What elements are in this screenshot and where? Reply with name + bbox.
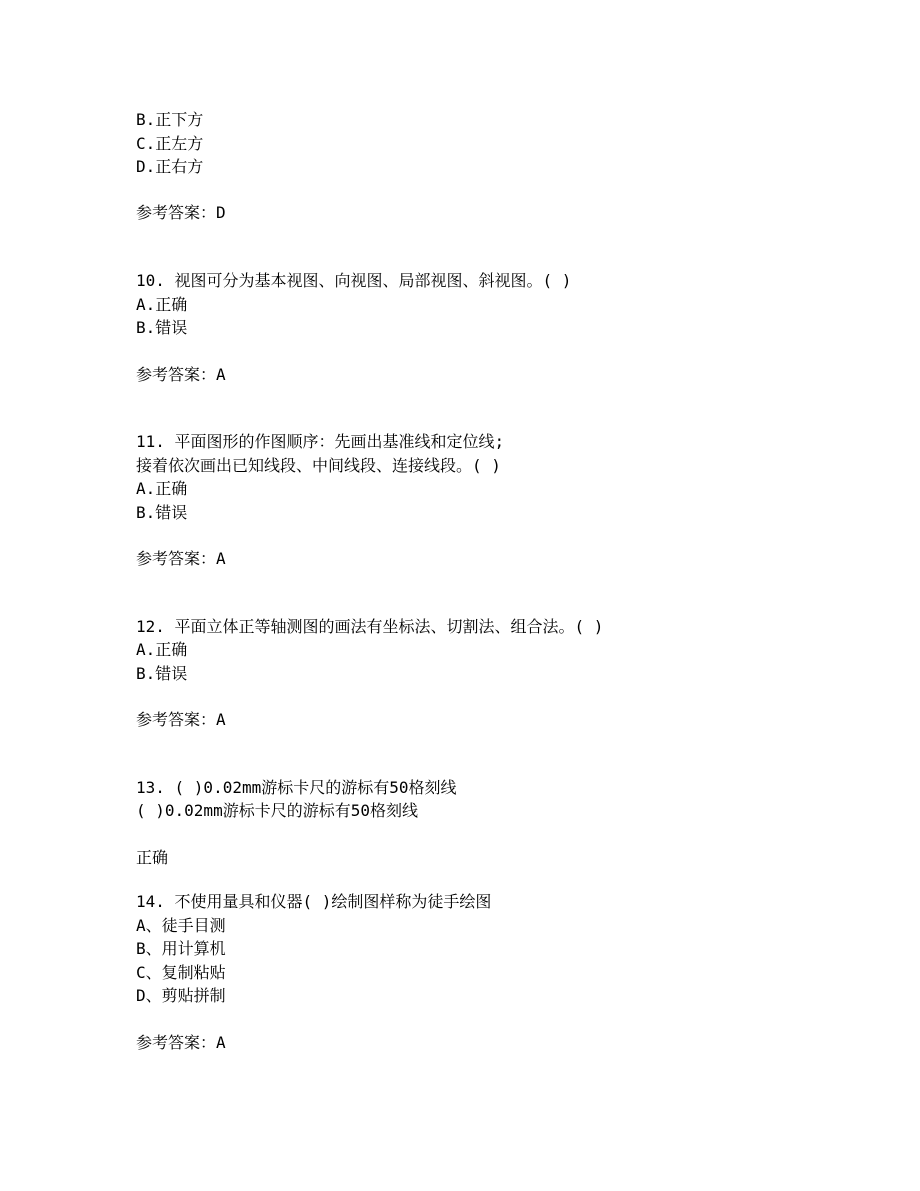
q9-option-c: C.正左方 <box>136 134 204 153</box>
q10-option-b: B.错误 <box>136 318 188 337</box>
q11-option-a: A.正确 <box>136 479 188 498</box>
q12-option-a: A.正确 <box>136 640 188 659</box>
q14-answer: 参考答案：A <box>136 1033 226 1052</box>
q14-option-c: C、复制粘贴 <box>136 963 226 982</box>
q10-answer: 参考答案：A <box>136 365 226 384</box>
q11-question-line1: 11. 平面图形的作图顺序：先画出基准线和定位线; <box>136 432 505 451</box>
q11-option-b: B.错误 <box>136 503 188 522</box>
q12-answer: 参考答案：A <box>136 710 226 729</box>
q10-option-a: A.正确 <box>136 295 188 314</box>
q9-option-b: B.正下方 <box>136 110 204 129</box>
q9-option-d: D.正右方 <box>136 157 204 176</box>
q14-option-d: D、剪贴拼制 <box>136 986 226 1005</box>
q13-question-line2: ( )0.02mm游标卡尺的游标有50格刻线 <box>136 801 418 820</box>
q14-question: 14. 不使用量具和仪器( )绘制图样称为徒手绘图 <box>136 892 492 911</box>
q10-question: 10. 视图可分为基本视图、向视图、局部视图、斜视图。( ) <box>136 271 572 290</box>
q11-answer: 参考答案：A <box>136 549 226 568</box>
q14-option-a: A、徒手目测 <box>136 916 226 935</box>
q14-option-b: B、用计算机 <box>136 939 226 958</box>
q12-question: 12. 平面立体正等轴测图的画法有坐标法、切割法、组合法。( ) <box>136 617 604 636</box>
q13-answer: 正确 <box>136 848 169 867</box>
q9-answer: 参考答案：D <box>136 203 226 222</box>
q13-question-line1: 13. ( )0.02mm游标卡尺的游标有50格刻线 <box>136 778 457 797</box>
q11-question-line2: 接着依次画出已知线段、中间线段、连接线段。( ) <box>136 456 501 475</box>
q12-option-b: B.错误 <box>136 664 188 683</box>
